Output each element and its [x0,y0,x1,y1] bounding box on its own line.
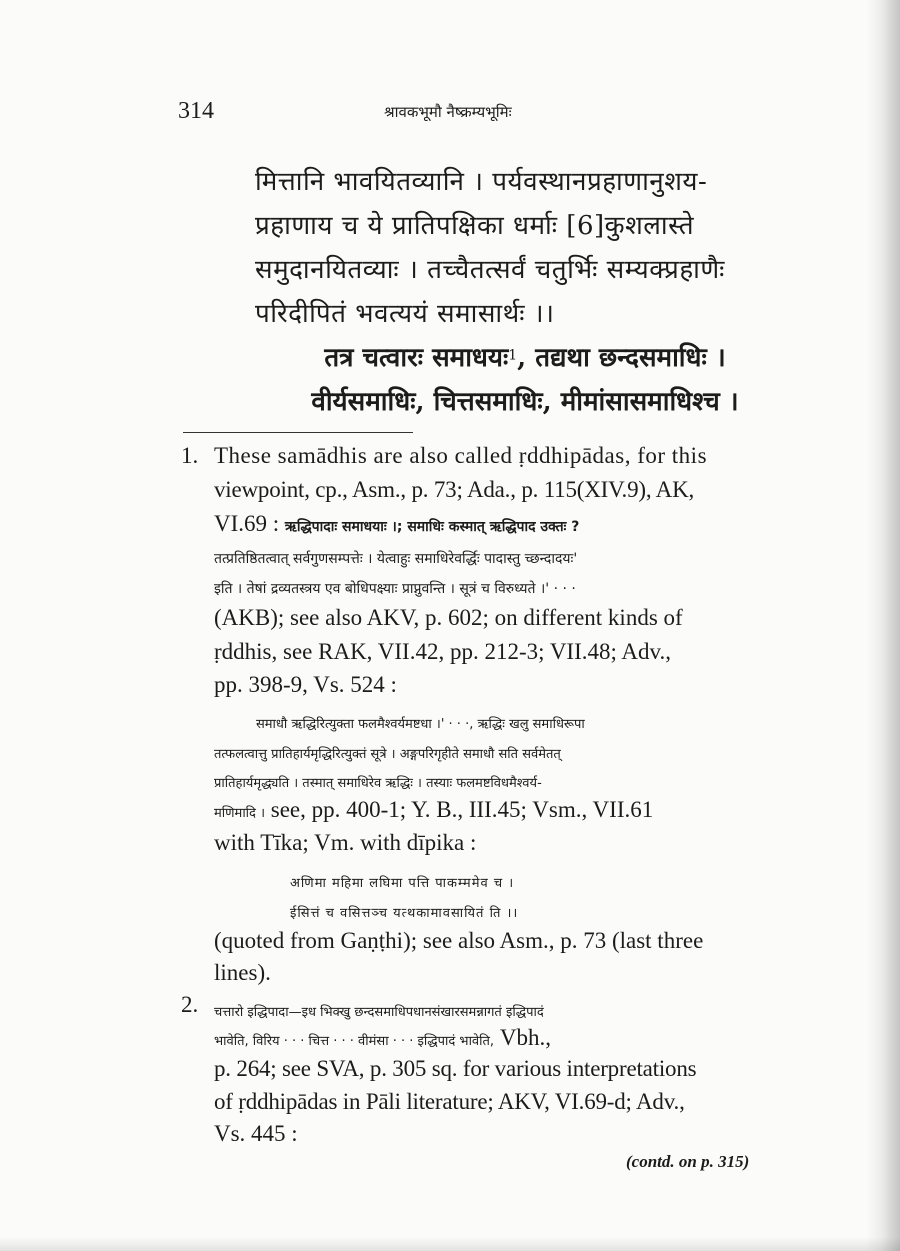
bold-line-1-pre: तत्र चत्वारः समाधयः [324,343,509,373]
footnote-2-label: 2. [181,992,199,1017]
footnote-1-line-2: viewpoint, cp., Asm., p. 73; Ada., p. 115(XIV.9), AK, [214,477,695,502]
main-line-3: समुदानयितव्याः । तच्चैतत्सर्वं चतुर्भिः सम्यक्प्रहाणैः [255,255,725,285]
footnote-1-quote-4-a: मणिमादि । [214,806,266,821]
main-line-1: मित्तानि भावयितव्यानि । पर्यवस्थानप्रहाणानुशय- [255,167,708,197]
footnote-1-line-7: ṛddhis, see RAK, VII.42, pp. 212-3; VII.48; Adv., [214,639,671,664]
footnote-1-line-3-b: ऋद्धिपादाः समाधयाः ।; समाधिः कस्मात् ऋद्धिपाद उक्तः ? [284,519,580,535]
footnote-1-quote-1 [256,706,585,740]
footnote-2-line-3: p. 264; see SVA, p. 305 sq. for various interpretations [214,1056,697,1081]
footnote-rule [183,432,413,433]
page-edge-shadow [866,0,900,1251]
footnote-1-line-5 [214,571,576,604]
footnote-1-line-11: lines). [214,960,271,985]
footnote-1-verse-1 [290,865,514,899]
footnote-1-line-4 [214,541,577,574]
footnote-1-verse-1-text: अणिमा महिमा लघिमा पत्ति पाकम्ममेव च । [290,876,515,891]
footnote-2-line-2-a: भावेति, विरिय · · · चित्त · · · वीमंसा · · · इद्धिपादं भावेति, [214,1034,495,1049]
footnote-2-line-2-b: Vbh., [499,1025,551,1050]
footnote-1-line-4-text: तत्प्रतिष्ठितत्वात् सर्वगुणसम्पत्तेः । येत्वाहुः समाधिरेवर्द्धिः पादास्तु च्छन्दादयः' [214,551,578,567]
footnote-2-line-5: Vs. 445 : [214,1121,298,1146]
bold-line-1-post: , तद्यथा छन्दसमाधिः । [517,343,726,373]
footnote-2-line-1-text: चत्तारो इद्धिपादा—इध भिक्खु छन्दसमाधिपधानसंखारसमन्नागतं इद्धिपादं [214,1005,544,1020]
main-line-4: परिदीपितं भवत्ययं समासार्थः ।। [255,299,555,329]
footnote-1-line-10: (quoted from Gaṇṭhi); see also Asm., p. 73 (last three [214,928,704,953]
footnote-1-quote-1-text: समाधौ ऋद्धिरित्युक्ता फलमैश्वर्यमष्टधा ।' · · ·, ऋद्धिः खलु समाधिरूपा [256,717,585,732]
footnote-1-quote-2-text: तत्फलत्वात्तु प्रातिहार्यमृद्धिरित्युक्तं सूत्रे । अङ्गपरिगृहीते समाधौ सति सर्वमेतत् [214,747,561,762]
bold-line-2 [255,382,795,422]
footnote-1-verse-2 [290,895,518,929]
footnote-1-quote-3-text: प्रातिहार्यमृद्ध्यति । तस्मात् समाधिरेव ऋद्धिः । तस्याः फलमष्टविधमैश्वर्य- [214,776,542,791]
footnote-1-line-9: with Tīka; Vm. with dīpika : [214,830,477,855]
footnote-1-line-6: (AKB); see also AKV, p. 602; on different kinds of [214,605,683,630]
footnote-1-line-3-a: VI.69 : [214,511,280,536]
bold-line-2-text: वीर्यसमाधिः, चित्तसमाधिः, मीमांसासमाधिश्च । [311,387,739,417]
footnote-1-quote-3 [214,765,542,799]
footnote-1-line-1: These samādhis are also called ṛddhipādas, for this [214,443,708,468]
footnote-1-label: 1. [181,443,199,468]
bold-line-1 [255,338,795,378]
main-line-2: प्रहाणाय च ये प्रातिपक्षिका धर्माः [6]कुशलास्ते [255,211,695,241]
footnote-2-line-2 [214,1023,551,1057]
footnote-2-line-4: of ṛddhipādas in Pāli literature; AKV, VI.69-d; Adv., [214,1089,685,1114]
footnote-1-line-8: pp. 398-9, Vs. 524 : [214,672,397,697]
running-title: श्रावकभूमौ नैष्क्रम्यभूमिः [384,103,512,121]
footnote-1-quote-4 [214,795,653,829]
footnote-ref-1: 1 [508,347,518,364]
page-number: 314 [178,98,214,124]
footnote-1-verse-2-text: ईसित्तं च वसित्तञ्च यत्थकामावसायितं ति ।। [290,906,519,921]
page-bottom-shadow [0,1237,900,1251]
continued-note: (contd. on p. 315) [626,1152,750,1171]
footnote-1-quote-4-b: see, pp. 400-1; Y. B., III.45; Vsm., VII.61 [270,797,654,822]
footnote-1-line-3 [214,509,579,542]
footnote-1-line-5-text: इति । तेषां द्रव्यतस्त्रय एव बोधिपक्ष्याः प्राप्नुवन्ति । सूत्रं च विरुध्यते ।' · · · [214,581,576,597]
